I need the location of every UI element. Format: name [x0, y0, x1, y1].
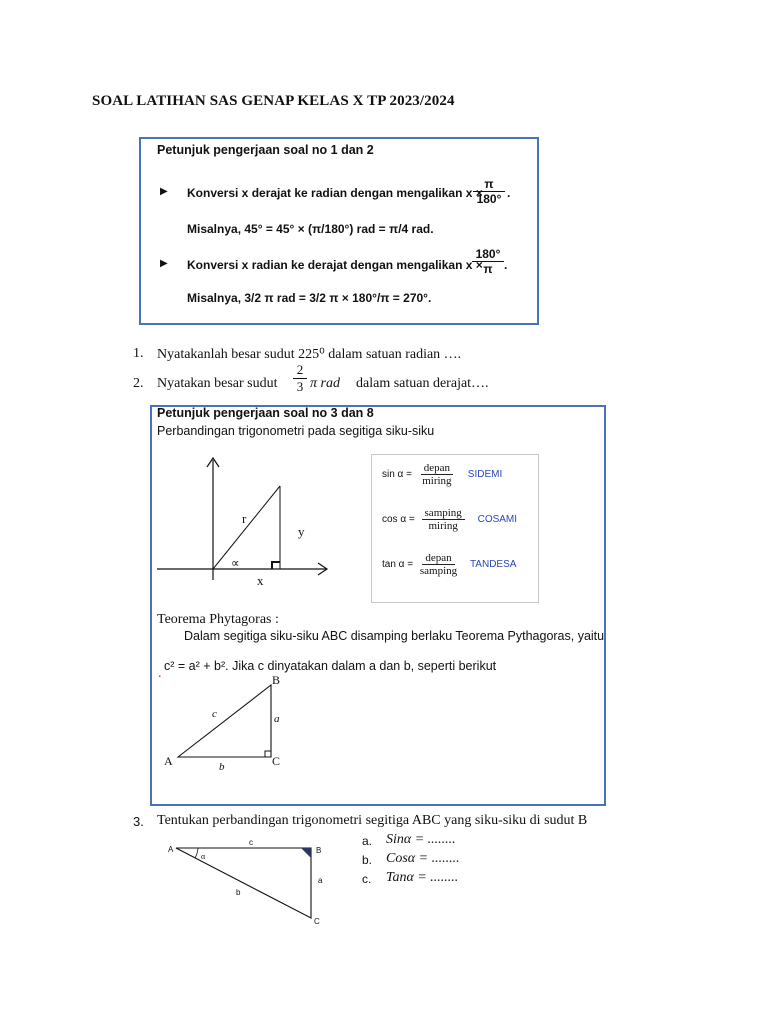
q3-label-B: B [316, 846, 322, 855]
rule2-frac-den: π [483, 262, 493, 276]
box2-subheader: Perbandingan trigonometri pada segitiga siku-siku [157, 424, 435, 438]
ratio-tan-num: depan [422, 552, 454, 565]
ratio-sin-mnemonic: SIDEMI [467, 469, 503, 481]
tri-label-A: A [164, 754, 173, 768]
question-3-text: Tentukan perbandingan trigonometri segitiga ABC yang siku-siku di sudut B [157, 813, 588, 828]
ratio-tan-den: samping [419, 565, 458, 577]
option-a-text: Sinα = ........ [386, 832, 456, 847]
ratio-cos-mnemonic: COSAMI [477, 514, 518, 526]
ratio-tan-frac [420, 552, 457, 577]
pythagoras-text: Dalam segitiga siku-siku ABC disamping berlaku Teorema Pythagoras, yaitu [184, 629, 605, 643]
ratio-row-sin [382, 462, 532, 487]
pythagoras-formula: c² = a² + b². Jika c dinyatakan dalam a dan b, seperti berikut [164, 659, 497, 673]
box2-header: Petunjuk pengerjaan soal no 3 dan 8 [157, 406, 374, 420]
question-1-text: Nyatakanlah besar sudut 225⁰ dalam satuan radian …. [157, 347, 462, 362]
q3-label-A: A [168, 845, 174, 854]
red-dot-mark: . [158, 666, 162, 681]
question-2-fraction [293, 362, 307, 395]
question-3-triangle-diagram [168, 840, 318, 925]
page-title: SOAL LATIHAN SAS GENAP KELAS X TP 2023/2024 [92, 93, 455, 109]
rule1-frac-den: 180° [476, 192, 502, 206]
rule1-fraction [473, 177, 505, 206]
q3-label-b: b [236, 888, 241, 897]
ratio-sin-frac [421, 462, 453, 487]
question-1-number: 1. [133, 346, 144, 361]
tri-label-a: a [274, 713, 280, 725]
option-b-label: b. [362, 853, 373, 867]
option-c-label: c. [362, 872, 372, 886]
rule2-period: . [504, 258, 508, 272]
pythagoras-title: Teorema Phytagoras : [157, 612, 279, 627]
label-alpha: ∝ [231, 556, 240, 570]
ratio-row-tan [382, 552, 532, 577]
rule2-frac-num: 180° [472, 247, 504, 262]
triangle-abc-diagram [170, 680, 280, 770]
option-a-label: a. [362, 834, 373, 848]
ratio-cos-den: miring [428, 520, 458, 532]
rule1-text: Konversi x derajat ke radian dengan mengalikan x × [187, 186, 483, 200]
ratio-sin-den: miring [422, 475, 452, 487]
bullet-arrow-icon: ▶ [160, 258, 168, 269]
question-2-unit: π rad [310, 376, 340, 391]
ratio-cos-fn: cos α = [382, 514, 415, 526]
rule1-period: . [507, 186, 511, 200]
tri-label-b: b [219, 761, 225, 773]
question-2-frac-num: 2 [293, 362, 307, 379]
label-r: r [242, 511, 247, 526]
tri-label-C: C [272, 754, 281, 768]
label-x: x [257, 573, 264, 588]
question-2-frac-den: 3 [296, 379, 304, 394]
rule1-frac-num: π [473, 177, 505, 192]
bullet-arrow-icon: ▶ [160, 186, 168, 197]
question-2-number: 2. [133, 376, 144, 391]
option-c-text: Tanα = ........ [386, 870, 459, 885]
question-2-text: Nyatakan besar sudut [157, 376, 278, 391]
q3-label-a: a [318, 876, 323, 885]
ratio-cos-frac [422, 507, 465, 532]
ratio-row-cos [382, 507, 532, 532]
q3-label-alpha: α [201, 852, 206, 861]
coordinate-triangle-diagram [150, 450, 350, 590]
ratio-cos-num: samping [422, 507, 465, 520]
ratio-sin-fn: sin α = [382, 469, 412, 481]
rule2-text: Konversi x radian ke derajat dengan mengalikan x × [187, 258, 483, 272]
ratio-sin-num: depan [421, 462, 453, 475]
example1: Misalnya, 45° = 45° × (π/180°) rad = π/4 rad. [187, 222, 434, 236]
box1-header: Petunjuk pengerjaan soal no 1 dan 2 [157, 143, 374, 157]
q3-label-C: C [314, 917, 320, 926]
rule2-fraction [472, 247, 504, 276]
option-b-text: Cosα = ........ [386, 851, 460, 866]
tri-label-B: B [272, 673, 281, 687]
example2: Misalnya, 3/2 π rad = 3/2 π × 180°/π = 270°. [187, 291, 432, 305]
question-3-number: 3. [133, 814, 144, 829]
question-2-text-after: dalam satuan derajat…. [356, 376, 489, 391]
ratio-tan-mnemonic: TANDESA [469, 559, 517, 571]
label-y: y [298, 524, 305, 539]
tri-label-c: c [212, 708, 217, 720]
ratio-tan-fn: tan α = [382, 559, 414, 571]
q3-label-c: c [249, 838, 253, 847]
